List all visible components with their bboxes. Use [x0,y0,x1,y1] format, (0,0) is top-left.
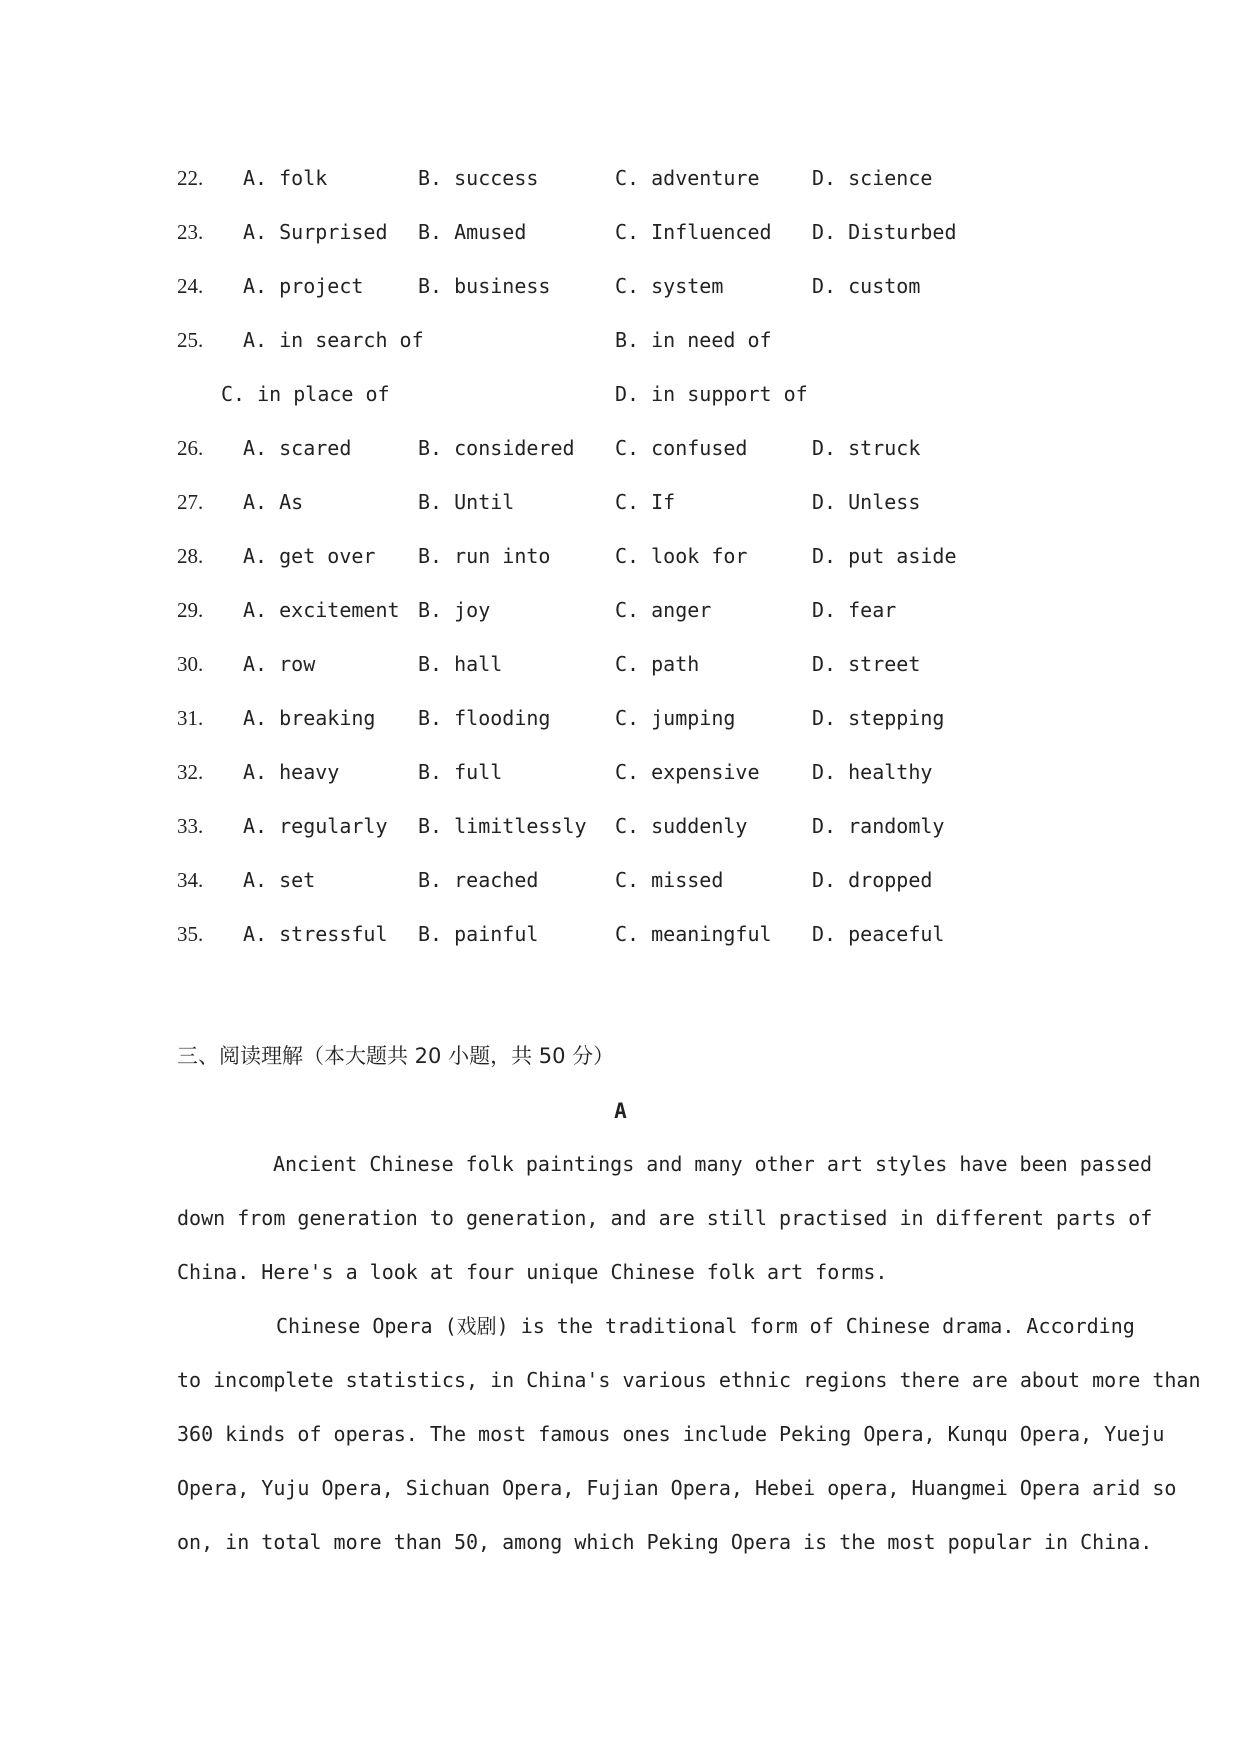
option-c: C. look for [615,544,748,568]
question-number: 34. [177,868,204,892]
option-a: A. set [243,868,316,892]
option-c: C. path [615,652,700,676]
question-row-29 [0,590,1241,630]
option-d: D. Unless [812,490,921,514]
option-a: A. folk [243,166,328,190]
option-a: A. project [243,274,364,298]
question-row-24 [0,266,1241,306]
question-number: 31. [177,706,204,730]
question-row-28 [0,536,1241,576]
option-b: B. Until [418,490,515,514]
option-d: D. Disturbed [812,220,957,244]
option-d: D. street [812,652,921,676]
passage-line: to incomplete statistics, in China's various ethnic regions there are about more than [177,1368,1201,1392]
question-row-32 [0,752,1241,792]
question-number: 27. [177,490,204,514]
option-a: A. row [243,652,316,676]
option-a: A. breaking [243,706,376,730]
question-number: 28. [177,544,204,568]
option-b: B. hall [418,652,503,676]
passage-line: on, in total more than 50, among which Peking Opera is the most popular in China. [177,1530,1153,1554]
passage-label: A [614,1099,627,1123]
option-b: B. business [418,274,551,298]
option-b: B. reached [418,868,539,892]
option-d: D. put aside [812,544,957,568]
passage-line: Ancient Chinese folk paintings and many other art styles have been passed [273,1152,1152,1176]
option-c: C. anger [615,598,712,622]
option-b: B. Amused [418,220,527,244]
option-c: C. missed [615,868,724,892]
question-row-25 [0,320,1241,360]
passage-line: down from generation to generation, and are still practised in different parts of [177,1206,1153,1230]
question-row-22 [0,158,1241,198]
passage-line: Chinese Opera (戏剧) is the traditional form of Chinese drama. According [276,1314,1135,1338]
option-b: B. joy [418,598,491,622]
option-d: D. stepping [812,706,945,730]
option-d: D. healthy [812,760,933,784]
option-a: A. Surprised [243,220,388,244]
option-c: C. system [615,274,724,298]
option-a: A. As [243,490,304,514]
option-d: D. peaceful [812,922,945,946]
option-d: D. custom [812,274,921,298]
question-row-31 [0,698,1241,738]
question-number: 25. [177,328,204,352]
question-number: 32. [177,760,204,784]
question-row-33 [0,806,1241,846]
question-number: 35. [177,922,204,946]
passage-line: 360 kinds of operas. The most famous ones include Peking Opera, Kunqu Opera, Yueju [177,1422,1165,1446]
option-a: A. excitement [243,598,400,622]
option-c: C. Influenced [615,220,772,244]
option-d: D. fear [812,598,897,622]
question-number: 33. [177,814,204,838]
option-b: B. painful [418,922,539,946]
option-c: C. adventure [615,166,760,190]
question-row-23 [0,212,1241,252]
option-a: A. get over [243,544,376,568]
option-c: C. jumping [615,706,736,730]
option-c: C. expensive [615,760,760,784]
passage-line: China. Here's a look at four unique Chinese folk art forms. [177,1260,888,1284]
option-d: D. science [812,166,933,190]
question-row-25-continued [0,374,1241,414]
question-number: 24. [177,274,204,298]
option-a: A. scared [243,436,352,460]
option-b: B. success [418,166,539,190]
option-b: B. full [418,760,503,784]
question-row-26 [0,428,1241,468]
option-c: C. in place of [221,382,390,406]
option-c: C. suddenly [615,814,748,838]
question-number: 23. [177,220,204,244]
question-row-34 [0,860,1241,900]
question-row-35 [0,914,1241,954]
option-d: D. randomly [812,814,945,838]
section-heading: 三、阅读理解（本大题共 20 小题，共 50 分） [177,1044,615,1068]
question-number: 22. [177,166,204,190]
option-b: B. flooding [418,706,551,730]
option-a: A. regularly [243,814,388,838]
option-b: B. run into [418,544,551,568]
option-c: C. meaningful [615,922,772,946]
question-row-27 [0,482,1241,522]
option-d: D. in support of [615,382,808,406]
option-d: D. dropped [812,868,933,892]
option-a: A. in search of [243,328,424,352]
question-number: 30. [177,652,204,676]
passage-line: Opera, Yuju Opera, Sichuan Opera, Fujian Opera, Hebei opera, Huangmei Opera arid so [177,1476,1177,1500]
option-c: C. If [615,490,676,514]
option-a: A. heavy [243,760,340,784]
option-b: B. in need of [615,328,772,352]
question-number: 29. [177,598,204,622]
option-a: A. stressful [243,922,388,946]
question-row-30 [0,644,1241,684]
question-number: 26. [177,436,204,460]
option-b: B. considered [418,436,575,460]
option-b: B. limitlessly [418,814,587,838]
option-c: C. confused [615,436,748,460]
option-d: D. struck [812,436,921,460]
